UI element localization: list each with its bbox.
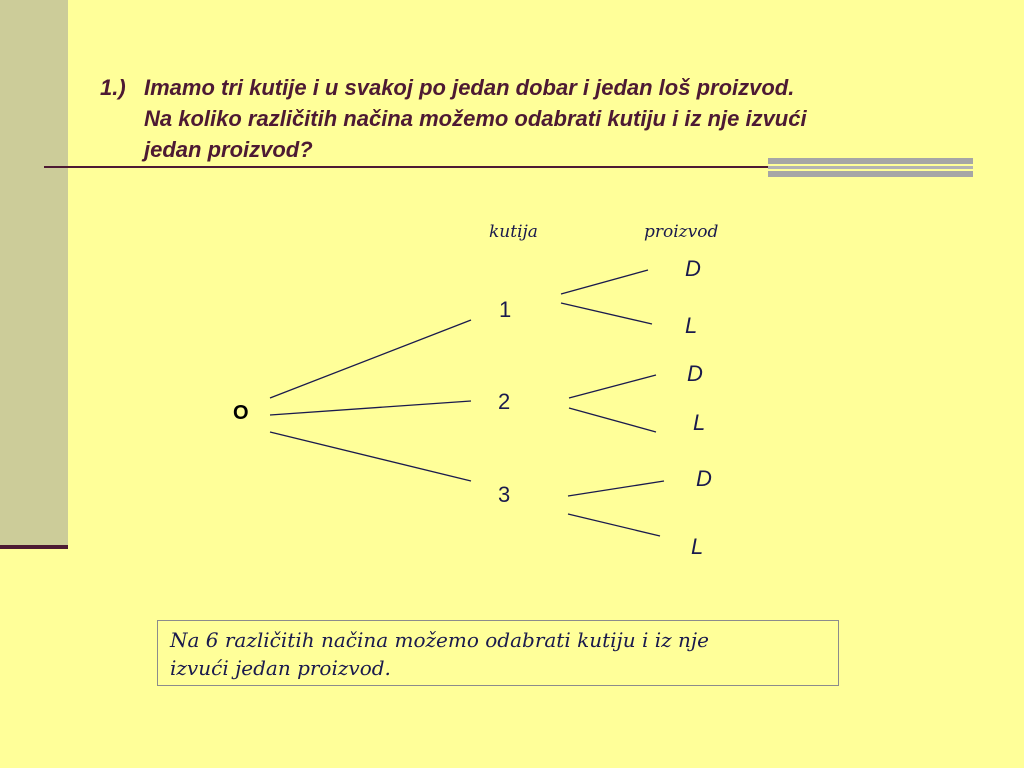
box-3-bad-leaf: L <box>691 534 704 559</box>
branch-box-2-to-bad <box>569 408 656 432</box>
branch-box-1-to-bad <box>561 303 652 324</box>
question-number: 1.) <box>100 75 126 100</box>
box-2-label: 2 <box>498 389 511 414</box>
branch-box-3-to-bad <box>568 514 660 536</box>
column-header-product: proizvod <box>644 222 719 242</box>
answer-line-1: Na 6 različitih načina možemo odabrati kutiju i iz nje <box>170 628 709 652</box>
question-line-1: Imamo tri kutije i u svakoj po jedan dobar i jedan loš proizvod. <box>144 75 795 100</box>
box-2-bad-leaf: L <box>693 410 706 435</box>
question-line-3: jedan proizvod? <box>144 137 313 162</box>
answer-line-2: izvući jedan proizvod. <box>170 656 391 680</box>
column-header-box: kutija <box>489 222 538 242</box>
box-3-good-leaf: D <box>696 466 712 491</box>
answer-box <box>157 620 839 686</box>
box-1-label: 1 <box>499 297 512 322</box>
branch-root-to-box-3 <box>270 432 471 481</box>
branch-box-3-to-good <box>568 481 664 496</box>
box-1-good-leaf: D <box>685 256 701 281</box>
box-3-label: 3 <box>498 482 511 507</box>
branch-root-to-box-1 <box>270 320 471 398</box>
box-1-bad-leaf: L <box>685 313 698 338</box>
branch-box-2-to-good <box>569 375 656 398</box>
question-line-2: Na koliko različitih načina možemo odabrati kutiju i iz nje izvući <box>144 106 807 131</box>
tree-root: O <box>233 402 249 424</box>
box-2-good-leaf: D <box>687 361 703 386</box>
branch-root-to-box-2 <box>270 401 471 415</box>
branch-box-1-to-good <box>561 270 648 294</box>
